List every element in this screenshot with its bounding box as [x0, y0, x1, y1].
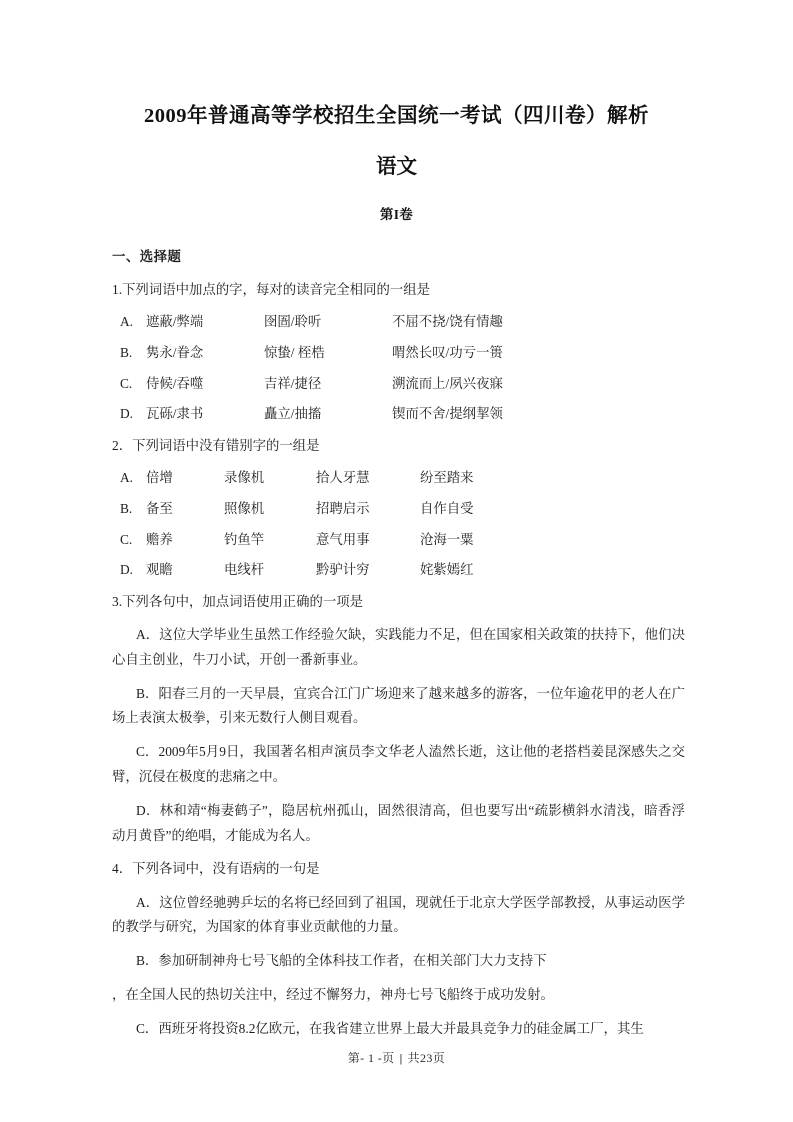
question-1-option-d[interactable] [112, 394, 685, 425]
question-4 [112, 848, 685, 1041]
question-3-stem: 3.下列各句中，加点词语使用正确的一项是 [112, 593, 364, 609]
option-c-column-2: 钓鱼竿 [224, 531, 265, 547]
section-heading-multiple-choice: 一、选择题 [112, 249, 182, 265]
option-a-column-3: 拾人牙慧 [316, 470, 370, 486]
option-c-column-3: 意气用事 [316, 531, 370, 547]
option-label-d: D. [120, 406, 134, 422]
page-title: 2009年普通高等学校招生全国统一考试（四川卷）解析 [144, 105, 649, 127]
question-4-option-a[interactable]: A．这位曾经驰骋乒坛的名将已经回到了祖国，现就任于北京大学医学部教授，从事运动医学的教学与研究，为国家的体育事业贡献他的力量。 [112, 894, 685, 935]
footer-separator: | [399, 1051, 403, 1065]
option-a-column-2: 录像机 [224, 470, 265, 486]
page-footer [0, 1049, 793, 1066]
question-2-option-d[interactable] [112, 550, 685, 581]
document-subject-subtitle: 语文 [376, 155, 417, 178]
option-d-column-2: 电线杆 [224, 562, 265, 578]
document-body [0, 223, 793, 1041]
question-4-option-b-continuation: ，在全国人民的热切关注中，经过不懈努力，神舟七号飞船终于成功发射。 [112, 986, 554, 1002]
option-c-column-4: 沧海一粟 [420, 531, 474, 547]
option-a-column-4: 纷至踏来 [420, 470, 474, 486]
question-3-option-d[interactable]: D．林和靖“梅妻鹤子”，隐居杭州孤山，固然很清高，但也要写出“疏影横斜水清浅，暗香浮动月黄昏”的绝唱，才能成为名人。 [112, 802, 685, 843]
question-3-option-c[interactable]: C．2009年5月9日，我国著名相声演员李文华老人溘然长逝，这让他的老搭档姜昆深感失之交臂，沉侵在极度的悲痛之中。 [112, 744, 685, 785]
option-d-column-1: 瓦砾/隶书 [146, 406, 204, 422]
option-b-column-3: 喟然长叹/功亏一篑 [392, 344, 503, 360]
option-d-column-4: 姹紫嫣红 [420, 562, 474, 578]
option-c-column-2: 吉祥/捷径 [264, 375, 322, 391]
question-4-option-b[interactable]: B．参加研制神舟七号飞船的全体科技工作者，在相关部门大力支持下 [136, 953, 547, 969]
option-a-column-1: 倍增 [146, 470, 173, 486]
question-1-option-a[interactable] [112, 302, 685, 333]
option-d-column-2: 矗立/抽搐 [264, 406, 322, 422]
question-4-stem: 4．下列各词中，没有语病的一句是 [112, 861, 320, 877]
option-d-column-3: 锲而不舍/提纲挈领 [392, 406, 503, 422]
option-label-d: D. [120, 562, 134, 578]
question-3-option-a[interactable]: A．这位大学毕业生虽然工作经验欠缺，实践能力不足，但在国家相关政策的扶持下，他们决心自主创业，牛刀小试，开创一番新事业。 [112, 627, 685, 667]
question-4-option-c[interactable]: C．西班牙将投资8.2亿欧元，在我省建立世界上最大并最具竞争力的硅金属工厂，其生 [136, 1020, 644, 1036]
option-label-a: A. [120, 314, 134, 330]
option-b-column-1: 隽永/眷念 [146, 344, 204, 360]
question-1-option-c[interactable] [112, 364, 685, 395]
option-c-column-3: 溯流而上/夙兴夜寐 [392, 375, 503, 391]
option-label-b: B. [120, 344, 133, 360]
option-a-column-1: 遮蔽/弊端 [146, 314, 204, 330]
option-b-column-2: 惊蛰/ 桎梏 [264, 344, 325, 360]
option-c-column-1: 侍候/吞噬 [146, 375, 204, 391]
option-b-column-1: 备至 [146, 500, 173, 516]
question-2-option-a[interactable] [112, 458, 685, 489]
option-b-column-4: 自作自受 [420, 500, 474, 516]
option-a-column-3: 不屈不挠/饶有情趣 [392, 314, 503, 330]
question-2-option-c[interactable] [112, 520, 685, 551]
option-label-c: C. [120, 375, 133, 391]
question-3 [112, 581, 685, 849]
question-3-option-b[interactable]: B．阳春三月的一天早晨，宜宾合江门广场迎来了越来越多的游客，一位年逾花甲的老人在广场上表演太极拳，引来无数行人侧目观看。 [112, 685, 685, 726]
option-d-column-1: 观瞻 [146, 562, 173, 578]
question-1 [112, 269, 685, 425]
option-b-column-3: 招聘启示 [316, 500, 370, 516]
option-label-c: C. [120, 531, 133, 547]
question-1-option-b[interactable] [112, 333, 685, 364]
option-label-a: A. [120, 470, 134, 486]
question-1-stem: 1.下列词语中加点的字，每对的读音完全相同的一组是 [112, 282, 431, 298]
option-d-column-3: 黔驴计穷 [316, 562, 370, 578]
paper-part-label: 第I卷 [379, 207, 414, 223]
option-a-column-2: 囹圄/聆听 [264, 314, 322, 330]
footer-total-pages: 共23页 [407, 1051, 446, 1065]
option-c-column-1: 赡养 [146, 531, 173, 547]
question-2 [112, 425, 685, 581]
question-2-stem: 2．下列词语中没有错别字的一组是 [112, 437, 320, 453]
question-2-option-b[interactable] [112, 489, 685, 520]
footer-page-number: 第- 1 -页 [347, 1051, 395, 1065]
option-label-b: B. [120, 500, 133, 516]
option-b-column-2: 照像机 [224, 500, 265, 516]
